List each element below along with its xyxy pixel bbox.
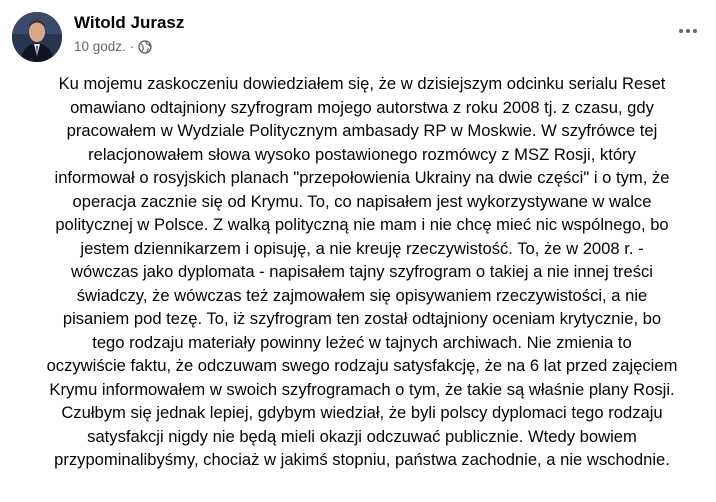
post-meta: [74, 39, 152, 54]
post-text-line: operacja zacznie się od Krymu. To, co napisałem jest wykorzystywane w walce: [72, 191, 652, 211]
author-name[interactable]: Witold Jurasz: [74, 13, 185, 32]
post-text-line: pisaniem pod tezę. To, iż szyfrogram ten został odtajniony oceniam krytycznie, bo: [62, 309, 662, 328]
post-text-line: satysfakcji nigdy nie będą mieli okazji odczuwać publicznie. Wtedy bowiem: [87, 426, 637, 446]
post-text-line: świadczy, że wówczas też zajmowałem się opisywaniem rzeczywistości, a nie: [76, 285, 648, 305]
post-text-line: Czułbym się jednak lepiej, gdybym wiedział, że byli polscy dyplomaci tego rodzaju: [61, 403, 663, 422]
post-text-line: omawiano odtajniony szyfrogram mojego autorstwa z roku 2008 tj. z czasu, gdy: [70, 97, 654, 117]
post-text: [12, 72, 712, 472]
post-timestamp[interactable]: 10 godz.: [74, 39, 126, 54]
post-text-line: oczywiście faktu, że odczuwam swego rodzaju satysfakcję, że na 6 lat przed zajęciem: [46, 356, 678, 375]
post-text-line: tego rodzaju materiały powinny leżeć w tajnych archiwach. Nie zmienia to: [92, 332, 632, 352]
avatar[interactable]: [12, 12, 62, 62]
post-text-line: wówczas jako dyplomata - napisałem tajny szyfrogram o takiej a nie innej treści: [71, 262, 653, 281]
post-text-line: Ku mojemu zaskoczeniu dowiedziałem się, że w dzisiejszym odcinku serialu Reset: [58, 74, 666, 93]
post-text-line: pracowałem w Wydziale Politycznym ambasady RP w Moskwie. W szyfrówce tej: [66, 121, 658, 140]
post-text-line: relacjonowałem słowa wysoko postawionego rozmówcy z MSZ Rosji, który: [88, 144, 636, 164]
globe-icon: [138, 40, 152, 54]
post-text-line: politycznej w Polsce. Z walką polityczną nie mam i nie chcę mieć nic wspólnego, bo: [55, 215, 669, 234]
more-options-icon[interactable]: [670, 19, 706, 43]
post-text-line: Krymu informowałem w swoich szyfrogramach o tym, że takie są właśnie plany Rosji.: [49, 379, 675, 399]
post-text-line: informował o rosyjskich planach "przepołowienia Ukrainy na dwie części" i o tym, że: [54, 168, 670, 187]
more-dot: [693, 29, 697, 33]
more-dot: [686, 29, 690, 33]
more-dot: [679, 29, 683, 33]
post-text-line: jestem dziennikarzem i opisuję, a nie kreuję rzeczywistość. To, że w 2008 r. -: [80, 238, 644, 258]
post-text-line: przypominalibyśmy, chociaż w jakimś stopniu, państwa zachodnie, a nie wschodnie.: [54, 450, 670, 469]
meta-separator: ·: [129, 39, 135, 54]
